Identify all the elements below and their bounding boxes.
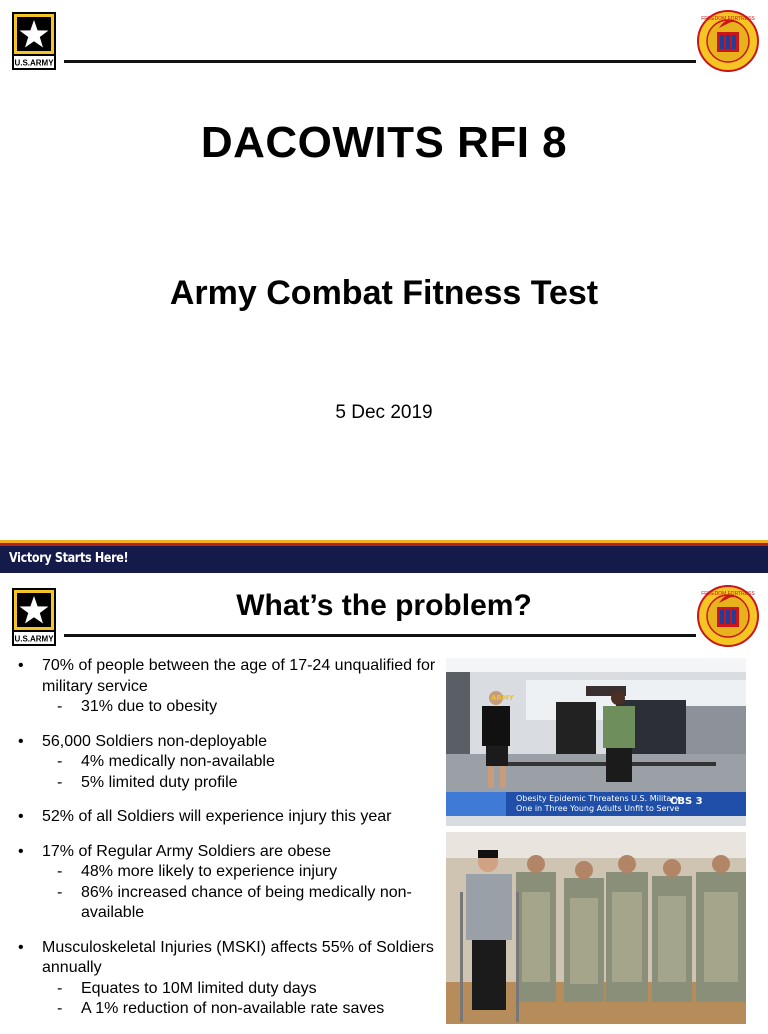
cbs-channel-logo: CBS 3 [670,796,703,807]
slide1-date: 5 Dec 2019 [335,402,433,423]
shirt-army-text: ARMY [491,694,514,702]
army-logo-text-2: U.S.ARMY [14,634,54,644]
bullet-item [18,807,438,828]
bullet-dot-icon: • [18,808,24,825]
bullet-text: Musculoskeletal Injuries (MSKI) affects 55% of Soldiers annually [42,938,434,976]
bullet-item [18,842,438,924]
sub-bullet: - 31% due to obesity [57,698,218,715]
news-caption: Obesity Epidemic Threatens U.S. Military One in Three Young Adults Unfit to Serve [516,794,680,813]
footer-band [0,546,768,573]
bullet-item [18,656,438,718]
crest-motto-2: FREEDOM FORTRESS [701,591,755,597]
army-star-logo [12,12,56,70]
problem-bullet-list [18,656,438,1034]
bullet-dot-icon: • [18,938,24,956]
news-photo [446,658,746,826]
slide1-title: DACOWITS RFI 8 [200,118,568,167]
crest-motto: FREEDOM FORTRESS [701,16,755,22]
bullet-text: 70% of people between the age of 17-24 unqualified for military service [42,657,436,695]
slide2-title: What’s the problem? [236,589,532,622]
army-logo-text: U.S.ARMY [14,58,54,68]
sub-bullet: - 86% increased chance of being medically non-available [57,883,412,921]
sub-bullet: - 5% limited duty profile [57,773,238,791]
sub-bullet: - Equates to 10M limited duty days [57,979,317,997]
bullet-dot-icon: • [18,732,24,750]
bullet-text: 56,000 Soldiers non-deployable [42,732,268,750]
sub-bullet: - 48% more likely to experience injury [57,863,338,880]
footer-slogan: Victory Starts Here! [9,551,129,566]
bullet-text: 17% of Regular Army Soldiers are obese [42,842,332,860]
bullet-item [18,938,438,1020]
bullet-dot-icon: • [18,842,24,860]
unit-crest-emblem [697,10,759,72]
slide1-subtitle: Army Combat Fitness Test [169,274,599,312]
bullet-text: 52% of all Soldiers will experience injury this year [42,808,392,825]
bullet-item [18,732,438,794]
header-rule [64,60,696,63]
soldiers-photo [446,832,746,1024]
header-rule-2 [64,634,696,637]
bullet-dot-icon: • [18,657,24,674]
sub-bullet: - 4% medically non-available [57,753,275,770]
sub-bullet: - A 1% reduction of non-available rate saves [57,1000,385,1017]
